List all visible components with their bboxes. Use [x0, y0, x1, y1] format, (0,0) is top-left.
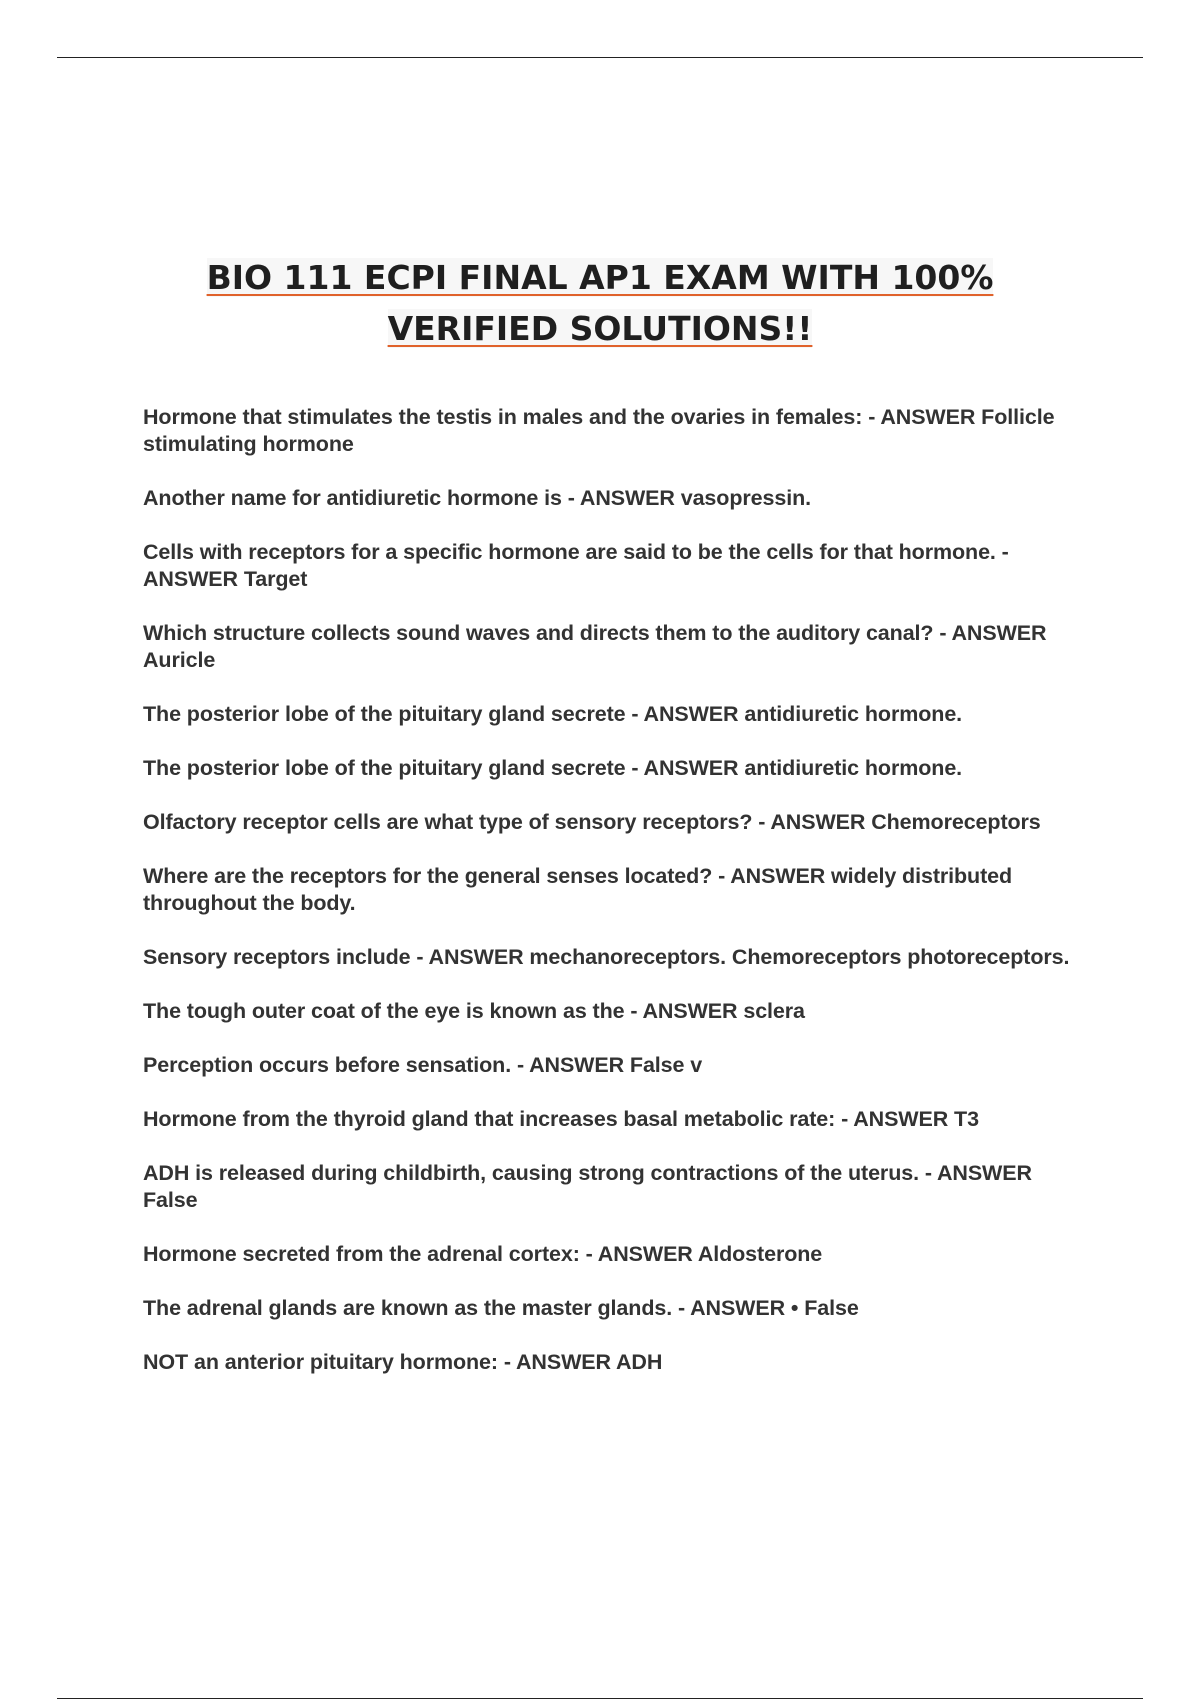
qa-item: The posterior lobe of the pituitary gland secrete - ANSWER antidiuretic hormone.: [143, 756, 963, 780]
title-line-2: VERIFIED SOLUTIONS!!: [387, 309, 813, 348]
qa-item: Hormone that stimulates the testis in males and the ovaries in females: - ANSWER Follicle stimulating hormone: [143, 405, 1055, 456]
qa-item: Cells with receptors for a specific hormone are said to be the cells for that hormone. - ANSWER Target: [143, 540, 1009, 591]
qa-item: Hormone secreted from the adrenal cortex: - ANSWER Aldosterone: [143, 1242, 823, 1266]
qa-item: Which structure collects sound waves and directs them to the auditory canal? - ANSWER Auricle: [143, 621, 1047, 672]
top-divider: [57, 57, 1143, 58]
qa-item: Perception occurs before sensation. - ANSWER False v: [143, 1053, 703, 1077]
qa-item: ADH is released during childbirth, causing strong contractions of the uterus. - ANSWER False: [143, 1161, 1032, 1212]
qa-item: Sensory receptors include - ANSWER mechanoreceptors. Chemoreceptors photoreceptors.: [143, 945, 1070, 969]
qa-item: The posterior lobe of the pituitary gland secrete - ANSWER antidiuretic hormone.: [143, 702, 963, 726]
document-title: [0, 252, 1200, 354]
qa-item: NOT an anterior pituitary hormone: - ANSWER ADH: [143, 1350, 663, 1374]
qa-item: The tough outer coat of the eye is known as the - ANSWER sclera: [143, 999, 805, 1023]
title-line-1: BIO 111 ECPI FINAL AP1 EXAM WITH 100%: [206, 258, 994, 297]
qa-list: [143, 404, 1073, 1403]
qa-item: Hormone from the thyroid gland that increases basal metabolic rate: - ANSWER T3: [143, 1107, 979, 1131]
qa-item: The adrenal glands are known as the master glands. - ANSWER • False: [143, 1296, 859, 1320]
qa-item: Olfactory receptor cells are what type of sensory receptors? - ANSWER Chemoreceptors: [143, 810, 1041, 834]
qa-item: Another name for antidiuretic hormone is - ANSWER vasopressin.: [143, 486, 811, 510]
qa-item: Where are the receptors for the general senses located? - ANSWER widely distributed throughout the body.: [143, 864, 1013, 915]
bottom-divider: [57, 1698, 1143, 1699]
